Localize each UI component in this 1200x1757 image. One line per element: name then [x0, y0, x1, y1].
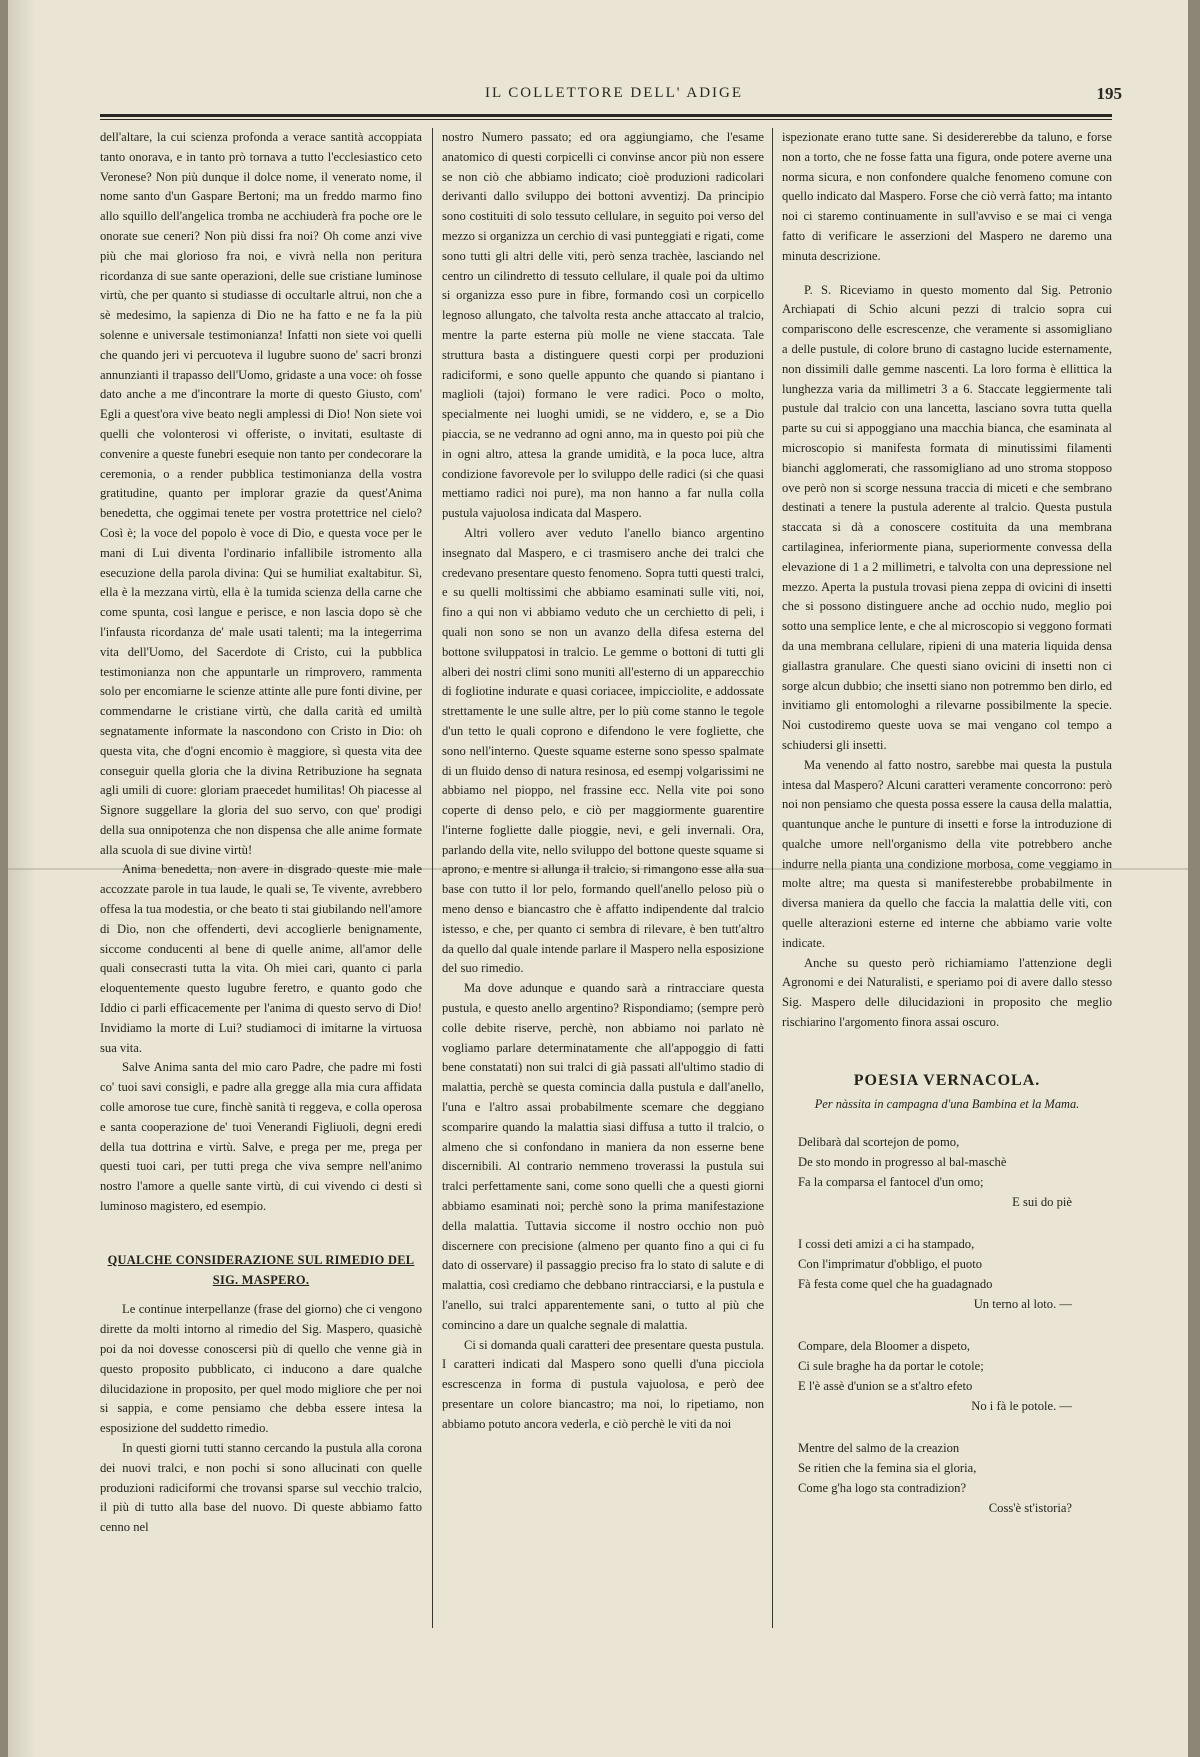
column-divider: [432, 128, 433, 1628]
poem-title: POESIA VERNACOLA.: [853, 1071, 1041, 1089]
paragraph: Le continue interpellanze (frase del giorno) che ci vengono dirette da molti intorno al rimedio del Sig. Maspero, quasichè poi da noi dovesse conoscersi più di quello che venne già in questo proposito pubblicato, ci inducono a dare qualche dilucidazione in proposito, per quel modo migliore che per noi si sappia, e come pensiamo che debba essere intesa la esposizione del suddetto rimedio.: [100, 1302, 422, 1436]
column-1: [100, 128, 422, 1538]
paragraph: nostro Numero passato; ed ora aggiungiamo, che l'esame anatomico di questi corpicelli ci convinse ancor più non essere se non ciò che abbiamo indicato; cioè produzioni radicolari derivanti dallo sviluppo dei bottoni avventizj. Da principio sono costituiti di solo tessuto cellulare, in seguito poi verso del mezzo si organizza un cerchio di vasi punteggiati e rigati, come sono tutti gli altri delle viti, però senza trachèe, lasciando nel centro un cilindretto di tessuto cellulare, il quale poi da ultimo si organizza esso pure in fibre, formando così un corpicello legnoso allungato, che talvolta resta anche attaccato al tralcio, mentre la parte esterna più molle ne viene staccata. Tale struttura basta a distinguere questi corpi per produzioni radiciformi, e sono quelle appunto che quando si piantano i maglioli (tajoi) formano le vere radici. Poco o molto, specialmente nei luoghi umidi, se ne viddero, e, se a Dio piaccia, se ne vedranno ad ogni anno, ma in questo poi più che in ogni altro, attesa la grande umidità, e la poca luce, altra condizione favorevole per lo sviluppo delle radici (si che quasi mettiamo radici noi pure), ma non hanno a far nulla colla pustula vajuolosa indicata dal Maspero.: [442, 130, 764, 521]
poem-line: Delibarà dal scortejon de pomo,: [798, 1135, 960, 1150]
newspaper-page: [8, 0, 1188, 1757]
column-2: [442, 128, 764, 1435]
poem-line: Compare, dela Bloomer a dispeto,: [798, 1339, 971, 1354]
poem-line: E l'è assè d'union se a st'altro efeto: [798, 1379, 973, 1394]
page-header: [94, 82, 1134, 106]
poem-line: I cossi deti amizi a ci ha stampado,: [798, 1237, 975, 1252]
poem-stanza: [782, 1132, 1112, 1212]
poem-line: Ci sule braghe ha da portar le cotole;: [798, 1359, 984, 1374]
paragraph: Ma venendo al fatto nostro, sarebbe mai questa la pustula intesa dal Maspero? Alcuni caratteri veramente concorrono: però noi non pensiamo che questa possa essere la causa della malattia, quantunque anche le punture di insetti e forse la introduzione di qualche umore nell'organismo della vite potrebbero anche indurre nella pianta una condizione morbosa, come veggiamo in molte altre; ma questa si manifesterebbe probabilmente in diversa maniera da quello che faccia la malattia delle viti, con quelle alterazioni esterne ed interne che abbiamo varie volte indicate.: [782, 757, 1112, 950]
page-number: 195: [1096, 84, 1122, 103]
page-edge-shadow: [8, 0, 36, 1757]
paragraph: P. S. Riceviamo in questo momento dal Sig. Petronio Archiapati di Schio alcuni pezzi di tralcio sopra cui compariscono delle escrescenze, che veramente si assomigliano a delle pustule, di colore bruno di castagno lucide esternamente, non dissimili dalle gemme nascenti. La loro forma è ellittica la lunghezza varia da millimetri 3 a 6. Staccate leggiermente tali pustule dal tralcio con una lancetta, lasciano sovra tutta quella parte su cui si appoggiano una macchia bianca, che esaminata al microscopio si manifesta formata di minutissimi filamenti bianchi agglomerati, che rassomigliano ad uno stroma stopposo ove però non si scorge nessuna traccia di miceti e che sembrano destinati a tenere la pustula aderente al tralcio. Questa pustula staccata si dà a conoscere costituita da una membrana cartilaginea, inferiormente piana, superiormente convessa della elevazione di 1 a 2 millimetri, e talvolta con una depressione nel mezzo. Aperta la pustula trovasi piena zeppa di ovicini di insetti che si possono distinguere anche ad occhio nudo, meglio poi sotto una semplice lente, e che al microscopio si veggono formati da una membrana cellulare, ripieni di una materia liquida densa giallastra granulare. Che questi siano ovicini di insetti non ci sorge alcun dubbio; che insetti siano non potremmo ben dirlo, ed invitiamo gli entomologhi a rilevarne possibilmente la specie. Noi custodiremo queste uova se mai vengano col tempo a schiudersi gli insetti.: [782, 282, 1112, 752]
column-divider: [772, 128, 773, 1628]
paragraph: In questi giorni tutti stanno cercando la pustula alla corona dei nuovi tralci, e non pochi si sono allucinati con quelle produzioni radiciformi che trovansi sparse sul vecchio tralcio, il più di tutto alla base del nuovo. Di queste abbiamo fatto cenno nel: [100, 1441, 422, 1535]
poem-line: Fà festa come quel che ha guadagnado: [798, 1277, 993, 1292]
poem-line: Fa la comparsa el fantocel d'un omo;: [798, 1175, 984, 1190]
poem-stanza: [782, 1234, 1112, 1314]
header-rule-thin: [100, 119, 1112, 120]
poem-line: No i fà le potole. —: [971, 1399, 1072, 1414]
column-3: [782, 128, 1112, 1540]
paragraph: Ma dove adunque e quando sarà a rintracciare questa pustula, e questo anello argentino? Rispondiamo; (sempre però colle debite riserve, perchè, non abbiamo noi parlato nè vogliamo parlare determinatamente che all'appoggio di fatti bene constatati) non sui tralci di già passati all'ultimo stadio di malattia, perchè se questa comincia dalla pustula e dall'anello, l'una e l'altro assai probabilmente scemare che deggiano scomparire quando la malattia siasi diffusa a tutto il tralcio, o almeno che si confondano in maniera da non esserne bene discernibili. Al contrario nemmeno troverassi la pustula sui tralci perfettamente sani, come sono quelli che a questi giorni abbiamo esaminati noi; perchè sono la prima manifestazione della malattia. Tuttavia siccome il nostro occhio non può discernere con precisione (almeno per quanto fino a qui ci fu dato di osservare) il passaggio preciso fra lo stato di salute e di malattia, così crediamo che debbano rintracciarsi, e la pustula e l'anello, sui tralci apparentemente sani, o tutto al più che comincino a dare un qualche segnale di malattia.: [442, 981, 764, 1332]
poem-line: Con l'imprimatur d'obbligo, el puoto: [798, 1257, 982, 1272]
paragraph: Ci si domanda quali caratteri dee presentare questa pustula. I caratteri indicati dal Maspero sono quelli d'una picciola escrescenza in forma di pustula vajuolosa, e però dee presentare un colore biancastro; ma noi, lo ripetiamo, non abbiamo potuto ancora vederla, e ciò perchè le viti da noi: [442, 1337, 764, 1431]
poem-line: Se ritien che la femina sia el gloria,: [798, 1461, 977, 1476]
paragraph: Anima benedetta, non avere in disgrado queste mie male accozzate parole in tua laude, le quali se, Te vivente, avrebbero offesa la tua modestia, or che beato ti stai giubilando nell'amore di Dio, non che offenderti, devi accoglierle benignamente, siccome conducenti al bene di quelle anime, all'amor delle quali consecrasti tutta la vita. Oh miei cari, quanto ci parla eloquentemente questo lugubre feretro, e quanto godo che Iddio ci parli efficacemente per l'anima di questo servo di Dio! Invidiamo la morte di Lui? studiamoci di imitarne la virtuosa sua vita.: [100, 862, 422, 1055]
paragraph: Salve Anima santa del mio caro Padre, che padre mi fosti co' tuoi savi consigli, e padre alla gregge alla mia cura affidata colle amorose tue cure, finchè sanità ti reggeva, e colla operosa e santa cooperazione de' tuoi Venerandi Figliuoli, degni eredi della tua dottrina e virtù. Salve, e prega per me, prega per questi tuoi cari, per tutti prega che viva sempre nell'animo nostro l'amore a quelle sante virtù, di cui vivendo ci desti sì luminoso magistero, ed esempio.: [100, 1060, 422, 1214]
paragraph: Anche su questo però richiamiamo l'attenzione degli Agronomi e dei Naturalisti, e speriamo poi di avere dallo stesso Sig. Maspero delle dilucidazioni in proposito che meglio rischiarino l'argomento finora assai oscuro.: [782, 955, 1112, 1030]
poem-line: Come g'ha logo sta contradizion?: [798, 1481, 967, 1496]
poem-stanza: [782, 1336, 1112, 1416]
poem-subtitle: Per nàssita in campagna d'una Bambina et la Mama.: [814, 1096, 1080, 1111]
section-heading: QUALCHE CONSIDERAZIONE SUL RIMEDIO DEL SIG. MASPERO.: [107, 1252, 415, 1287]
poem-line: Un terno al loto. —: [973, 1297, 1072, 1312]
poem-line: De sto mondo in progresso al bal-maschè: [798, 1155, 1007, 1170]
paragraph: ispezionate erano tutte sane. Si desidererebbe da taluno, e forse non a torto, che ne fosse fatta una figura, onde potere averne una norma sicura, e non confondere qualche fenomeno comune con quello indicato dal Maspero. Forse che ciò verrà fatto; ma intanto noi ci staremo continuamente in sull'avviso e se mai ci venga fatto di verificare le asserzioni del Maspero ne daremo una minuta descrizione.: [782, 130, 1112, 263]
poem-stanza: [782, 1438, 1112, 1518]
poem-line: Mentre del salmo de la creazion: [798, 1441, 960, 1456]
paragraph: Altri vollero aver veduto l'anello bianco argentino insegnato dal Maspero, e ci trasmisero anche dei tralci che credevano presentare questo fenomeno. Sopra tutti questi tralci, e su quelli moltissimi che abbiamo esaminati sulle viti, noi, fino a qui non vi abbiamo veduto che un cerchietto di peli, i quali non sono se non un avanzo della difesa esterna del bottone sviluppatosi in tralcio. Le gemme o bottoni di tutti gli alberi dei nostri climi sono muniti all'esterno di un apparecchio di fogliotine indurate e quasi coriacee, impicciolite, e addossate strettamente le une sulle altre, per lo più come stanno le tegole d'un tetto le quali coprono e difendono le vere fogliette, che sono nell'interno. Queste squame esterne sono spesso spalmate di un fluido denso di natura resinosa, ed esempj volgarissimi ne abbiamo nel pioppo, nel frassine ecc. Nella vite poi sono coperte di denso pelo, e ciò per maggiormente guarentire l'interne fogliette dalle pioggie, nevi, e geli invernali. Ora, parlando della vite, nello sviluppo del bottone queste squame si aprono, e mentre si allunga il tralcio, si rimangono esse alla sua base con tutto il lor pelo, formando quell'anello peloso più o meno denso e biancastro che è affatto indipendente dal tralcio istesso, e che, per quanto ci sembra di rilevare, è ben tutt'altro da quello dal quale intende parlare il Maspero nella esposizione del suo rimedio.: [442, 525, 764, 976]
newspaper-title: IL COLLETTORE DELL' ADIGE: [484, 85, 744, 101]
header-rule-thick: [100, 114, 1112, 117]
paragraph: dell'altare, la cui scienza profonda a verace santità accoppiata tanto onorava, e in tanto prò tornava a tutto l'ecclesiastico ceto Veronese? Non più dunque il dolce nome, il venerato nome, il nome santo d'un Gaspare Bertoni; ma un freddo marmo fino allo squillo dell'angelica tromba ne acchiuderà fra poche ore le onorate sue ceneri? Non più dissi fra noi? Oh come anzi vive più che mai glorioso fra noi, e vivrà nella non peritura ricordanza di sue sante operazioni, delle sue cristiane luminose virtù, che per quanto si studiasse di occultarle altrui, non che a sè medesimo, la sapienza di Dio ne ha fatto e ne fa la più solenne e universale testimonianza! Infatti non siete voi quelli che quando jeri vi percuoteva il lugubre suono de' sacri bronzi annunzianti il trapasso dell'Uomo, gridaste a una voce: oh fosse dato anche a me d'incontrare la morte di questo Giusto, com' Egli a quest'ora vive beato negli amplessi di Dio! Non siete voi quelli che volonterosi vi offeriste, o invitati, esultaste di convenire a queste funebri esequie non tanto per condecorare la ceremonia, o a render pubblica testimonianza della vostra gratitudine, quanto per implorar grazie da quest'Anima benedetta, che oggimai tenete per vostra protettrice nel cielo? Così è; la voce del popolo è voce di Dio, e questa voce per le mani di Lui diventa l'ordinario infallibile istromento alla esecuzione della parola divina: Qui se humiliat exaltabitur. Sì, ella è la mezzana virtù, ella è la tumida scienza della carne che come spunta, così langue e perisce, e non lascia dopo sè che l'infausta ricordanza de' male usati talenti; ma la integerrima vita dell'Uomo, del Sacerdote di Cristo, cui la pubblica testimonianza non che appuntarle un rimprovero, rammenta solo per encomiarne le scienze attinte alle pure fonti divine, per commendarne le cristiane virtù, che dalla carità ed umiltà segnatamente informate la nascondono con Cristo in Dio: oh questa vita, che d'ogni encomio è maggiore, sì questa vita dee conseguir quella gloria che la divina Retribuzione ha segnata agli umili di cuore: gloriam praecedet humilitas! Oh piacesse al Signore suggellare la gloria del suo servo, con que' prodigi della sua onnipotenza che non dispensa che alle anime formate alla scuola di sue divine virtù!: [100, 130, 422, 857]
poem-line: Coss'è st'istoria?: [988, 1501, 1072, 1516]
poem-line: E sui do piè: [1012, 1195, 1072, 1210]
